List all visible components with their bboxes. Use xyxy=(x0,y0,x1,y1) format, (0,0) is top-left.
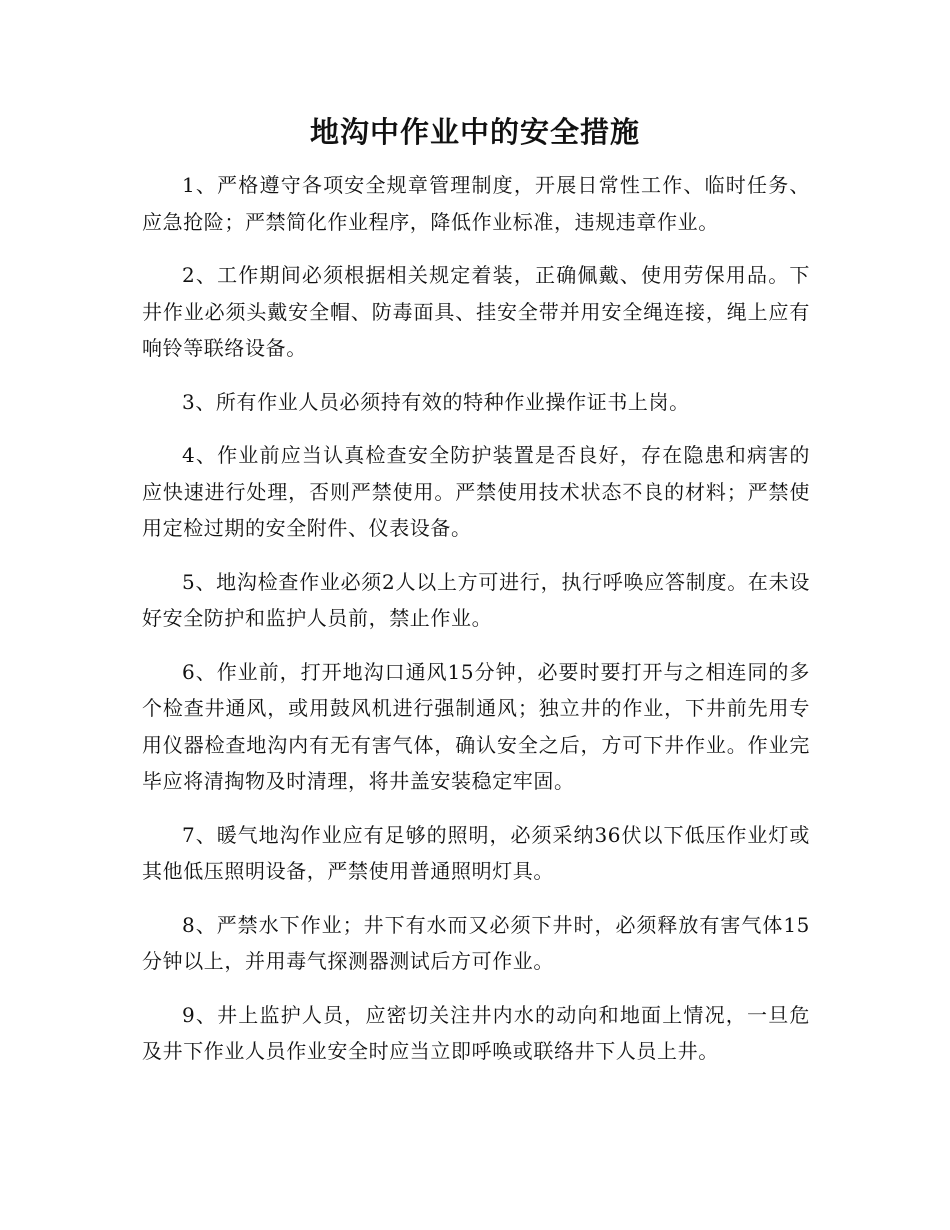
paragraph-6: 6、作业前，打开地沟口通风15分钟，必要时要打开与之相连同的多个检查井通风，或用鼓风机进行强制通风；独立井的作业，下井前先用专用仪器检查地沟内有无有害气体，确认安全之后，方可下井作业。作业完毕应将清掏物及时清理，将井盖安装稳定牢固。 xyxy=(142,659,810,793)
document-title: 地沟中作业中的安全措施 xyxy=(309,115,640,149)
paragraph-7: 7、暖气地沟作业应有足够的照明，必须采纳36伏以下低压作业灯或其他低压照明设备，严禁使用普通照明灯具。 xyxy=(142,822,810,883)
paragraph-3: 3、所有作业人员必须持有效的特种作业操作证书上岗。 xyxy=(182,389,690,414)
paragraph-9: 9、井上监护人员，应密切关注井内水的动向和地面上情况，一旦危及井下作业人员作业安全时应当立即呼唤或联络井下人员上井。 xyxy=(142,1002,810,1063)
paragraph-8: 8、严禁水下作业；井下有水而又必须下井时，必须释放有害气体15分钟以上，并用毒气探测器测试后方可作业。 xyxy=(142,912,810,973)
paragraph-2: 2、工作期间必须根据相关规定着装，正确佩戴、使用劳保用品。下井作业必须头戴安全帽、防毒面具、挂安全带并用安全绳连接，绳上应有响铃等联络设备。 xyxy=(142,263,810,360)
document-body xyxy=(142,167,810,1087)
paragraph-1: 1、严格遵守各项安全规章管理制度，开展日常性工作、临时任务、应急抢险；严禁简化作业程序，降低作业标准，违规违章作业。 xyxy=(142,173,810,234)
paragraph-5: 5、地沟检查作业必须2人以上方可进行，执行呼唤应答制度。在未设好安全防护和监护人员前，禁止作业。 xyxy=(142,569,810,630)
paragraph-4: 4、作业前应当认真检查安全防护装置是否良好，存在隐患和病害的应快速进行处理，否则严禁使用。严禁使用技术状态不良的材料；严禁使用定检过期的安全附件、仪表设备。 xyxy=(142,443,810,540)
